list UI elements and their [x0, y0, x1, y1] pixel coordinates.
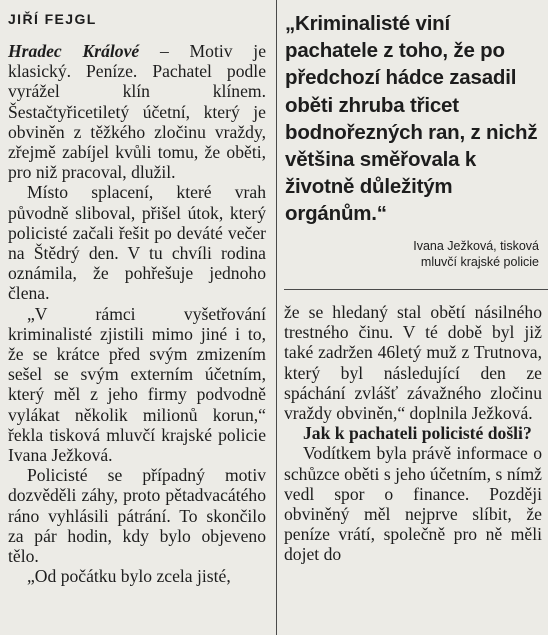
paragraph-right-2: Vodítkem byla právě informace o schůzce oběti s jeho účetním, s nímž vedl spor o finance. Později obviněný měl nejprve slíbit, že peníze vrátí, společně pro ně měli dojet do [284, 443, 542, 565]
column-divider [276, 0, 277, 635]
subhead-question: Jak k pachateli policisté došli? [303, 423, 532, 444]
paragraph-4: Policisté se případný motiv dozvěděli záhy, proto pětadvacátého ráno vyhlásili pátrání. To skončilo za pár hodin, kdy bylo objeveno tělo. [8, 465, 266, 567]
author-byline: JIŘÍ FEJGL [8, 11, 97, 27]
paragraph-2: Místo splacení, které vrah původně sliboval, přišel útok, který policisté začali řešit po deváté večer na Štědrý den. V tu chvíli rodina oznámila, že pohřešuje jednoho člena. [8, 182, 266, 304]
lead-paragraph [8, 41, 266, 182]
pull-quote [285, 10, 541, 270]
pull-quote-text: „Kriminalisté viní pachatele z toho, že po předchozí hádce zasadil oběti zhruba třicet bodnořezných ran, z nichž většina směřovala k životně důležitým orgánům.“ [285, 12, 538, 226]
continued-paragraph: že se hledaný stal obětí násilného trestného činu. V té době byl již také zadržen 46letý muž z Trutnova, který byl následující den ze spáchání zvlášť závažného zločinu vraždy obviněn,“ doplnila Ježková. [284, 302, 542, 424]
dateline: Hradec Králové [8, 41, 140, 61]
lead-text: – Motiv je klasický. Peníze. Pachatel podle vyrážel klín klínem. Šestačtyřicetiletý účetní, který je obviněn z těžkého zločinu vraždy, zřejmě zabíjel kvůli tomu, že oběti, pro niž pracoval, dlužil. [8, 41, 267, 183]
paragraph-3: „V rámci vyšetřování kriminalisté zjistili mimo jiné i to, že se krátce před svým zmizením sešel se svým externím účetním, který měl z jeho firmy podvodně vylákat několik milionů korun,“ řekla tisková mluvčí krajské policie Ivana Ježková. [8, 303, 266, 466]
pull-quote-attribution [285, 238, 541, 270]
article-left-column [8, 10, 266, 586]
article-right-column [284, 302, 542, 565]
paragraph-5: „Od počátku bylo zcela jisté, [27, 566, 231, 587]
pull-quote-divider [284, 289, 548, 290]
attribution-line-2: mluvčí krajské policie [420, 254, 539, 269]
attribution-line-1: Ivana Ježková, tisková [413, 238, 539, 253]
